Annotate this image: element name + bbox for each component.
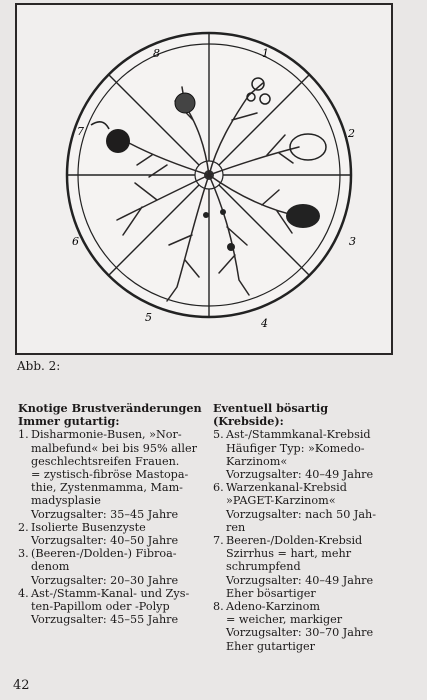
item-line: Beeren-/Dolden-Krebsid — [226, 534, 363, 548]
item-line: »PAGET-Karzinom« — [226, 494, 336, 508]
item-line: schrumpfend — [226, 560, 301, 574]
item-number: 8. — [213, 600, 224, 614]
item-line: ten-Papillom oder -Polyp — [31, 600, 170, 614]
item-line: Vorzugsalter: 40–50 Jahre — [31, 534, 179, 548]
breast-diagram — [17, 5, 391, 353]
item-line: geschlechtsreifen Frauen. — [31, 454, 180, 468]
carcinoma-mark — [286, 204, 320, 228]
scirrhus-mark — [106, 129, 130, 153]
item-number: 6. — [213, 481, 224, 495]
item-text — [226, 481, 391, 534]
item-line: Karzinom« — [226, 454, 288, 468]
item-line: Vorzugsalter: 40–49 Jahre — [226, 468, 374, 482]
list-item — [213, 428, 391, 481]
item-text — [226, 428, 391, 481]
item-line: thie, Zystenmamma, Mam- — [31, 481, 183, 495]
malignant-list — [213, 428, 391, 652]
item-line: malbefund« bei bis 95% aller — [31, 441, 197, 455]
item-line: Isolierte Busenzyste — [31, 520, 146, 534]
figure-caption: Abb. 2: — [17, 359, 61, 373]
item-text — [31, 428, 208, 520]
item-line: Vorzugsalter: nach 50 Jah- — [226, 507, 377, 521]
item-line: Vorzugsalter: 30–70 Jahre — [226, 626, 374, 640]
item-line: Häufiger Typ: »Komedo- — [226, 441, 365, 455]
item-text — [226, 600, 391, 653]
list-item — [18, 547, 208, 587]
item-line: (Beeren-/Dolden-) Fibroa- — [31, 547, 177, 561]
benign-list — [18, 428, 208, 626]
figure-frame — [15, 3, 393, 355]
item-line: = zystisch-fibröse Mastopa- — [31, 468, 189, 482]
item-line: Szirrhus = hart, mehr — [226, 547, 352, 561]
item-line: Vorzugsalter: 20–30 Jahre — [31, 573, 179, 587]
segment-number-8: 8 — [153, 47, 160, 60]
item-text — [31, 547, 208, 587]
item-number: 2. — [18, 520, 29, 534]
malignant-column — [213, 402, 391, 653]
item-line: Vorzugsalter: 40–49 Jahre — [226, 573, 374, 587]
item-line: Vorzugsalter: 45–55 Jahre — [31, 613, 179, 627]
item-line: ren — [226, 520, 246, 534]
item-line: = weicher, markiger — [226, 613, 343, 627]
item-line: Vorzugsalter: 35–45 Jahre — [31, 507, 179, 521]
item-number: 4. — [18, 586, 29, 600]
segment-number-2: 2 — [348, 127, 355, 140]
page-number: 42 — [13, 678, 30, 693]
segment-number-1: 1 — [262, 47, 269, 60]
list-item — [213, 534, 391, 600]
item-text — [31, 521, 208, 547]
right-heading: Eventuell bösartig (Krebside): — [213, 401, 329, 429]
list-item — [213, 600, 391, 653]
list-item — [18, 521, 208, 547]
fibroadenoma-mark — [175, 93, 195, 113]
item-line: Ast-/Stamm-Kanal- und Zys- — [31, 586, 190, 600]
list-item — [18, 428, 208, 520]
item-line: Adeno-Karzinom — [226, 600, 320, 614]
item-line: madysplasie — [31, 494, 101, 508]
segment-number-3: 3 — [349, 235, 356, 248]
list-item — [18, 587, 208, 627]
item-number: 1. — [18, 428, 29, 442]
segment-number-4: 4 — [261, 317, 268, 330]
segment-number-7: 7 — [77, 125, 84, 138]
item-number: 3. — [18, 547, 29, 561]
item-line: Disharmonie-Busen, »Nor- — [31, 428, 182, 442]
item-line: denom — [31, 560, 70, 574]
segment-number-5: 5 — [145, 311, 152, 324]
benign-column — [18, 402, 208, 626]
item-number: 5. — [213, 428, 224, 442]
list-item — [213, 481, 391, 534]
item-line: Eher gutartiger — [226, 639, 315, 653]
item-text — [31, 587, 208, 627]
item-line: Ast-/Stammkanal-Krebsid — [226, 428, 371, 442]
left-heading-1: Knotige Brustveränderungen — [18, 401, 202, 415]
segment-number-6: 6 — [72, 235, 79, 248]
item-line: Eher bösartiger — [226, 586, 316, 600]
item-line: Warzenkanal-Krebsid — [226, 481, 347, 495]
item-number: 7. — [213, 534, 224, 548]
item-text — [226, 534, 391, 600]
left-heading-2: Immer gutartig: — [18, 414, 120, 429]
